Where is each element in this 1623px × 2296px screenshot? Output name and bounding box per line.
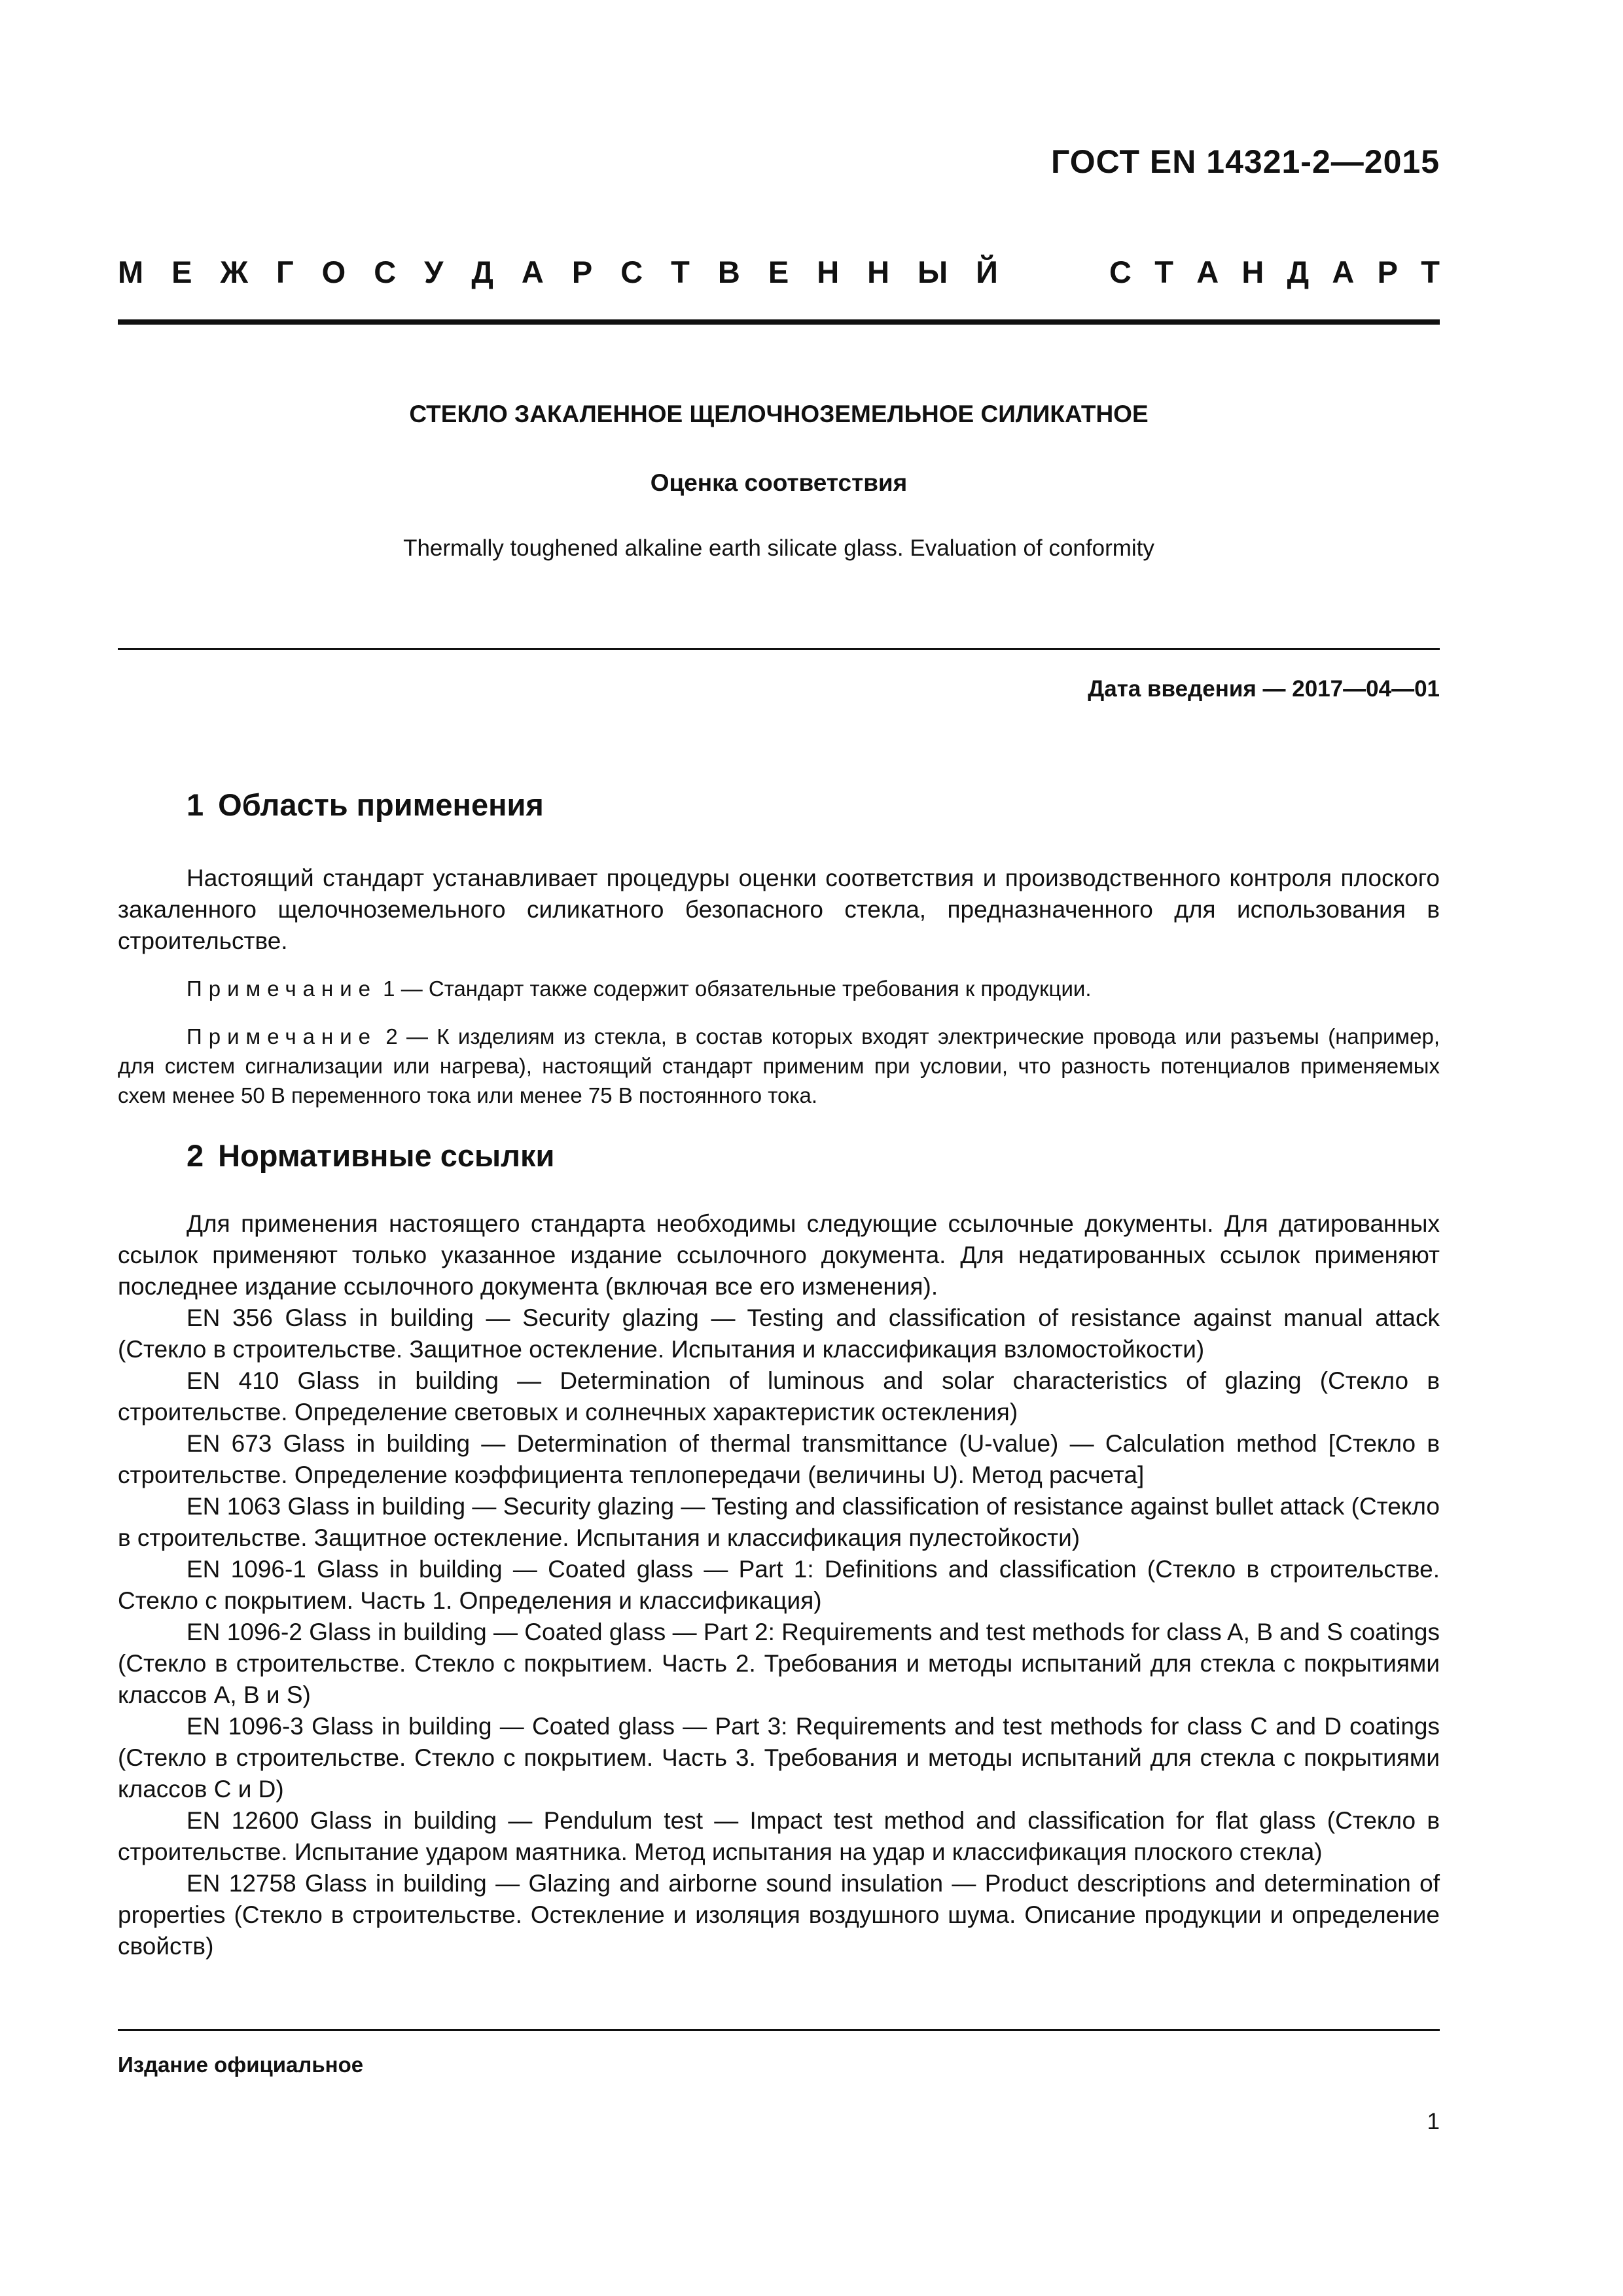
section-number: 2 — [187, 1138, 204, 1173]
section-heading-references — [118, 1136, 1440, 1175]
banner-letter: С — [620, 255, 643, 289]
standard-banner — [118, 254, 1440, 290]
reference-item: EN 673 Glass in building — Determination of thermal transmittance (U-value) — Calculation method [Стекло в строительстве. Определение коэффициента теплопередачи (величины U). Метод расчета] — [118, 1430, 1440, 1488]
banner-letter: Й — [976, 255, 998, 289]
banner-letter: Н — [1241, 255, 1264, 289]
references-list — [118, 1302, 1440, 1962]
banner-letter: А — [1332, 255, 1355, 289]
standard-code: ГОСТ EN 14321-2—2015 — [1051, 143, 1440, 180]
references-intro: Для применения настоящего стандарта необходимы следующие ссылочные документы. Для датированных ссылок применяют только указанное издание ссылочного документа. Для недатированных ссылок применяют последнее издание ссылочного документа (включая все его изменения). — [118, 1210, 1440, 1300]
banner-letter: Е — [171, 255, 192, 289]
banner-letter: С — [374, 255, 397, 289]
page-number: 1 — [1427, 2109, 1440, 2134]
banner-letter: Т — [671, 255, 690, 289]
reference-item: EN 1063 Glass in building — Security glazing — Testing and classification of resistance against bullet attack (Стекло в строительстве. Защитное остекление. Испытания и классификация пулестойкости) — [118, 1493, 1440, 1551]
note-label: Примечание — [187, 1024, 378, 1049]
document-title: СТЕКЛО ЗАКАЛЕННОЕ ЩЕЛОЧНОЗЕМЕЛЬНОЕ СИЛИКАТНОЕ — [409, 401, 1149, 427]
banner-letter: У — [424, 255, 444, 289]
banner-letter: О — [321, 255, 346, 289]
section-heading-scope — [118, 785, 1440, 825]
section-number: 1 — [187, 787, 204, 822]
note-2 — [118, 1022, 1440, 1110]
banner-word-standard — [1109, 254, 1440, 290]
reference-item: EN 1096-1 Glass in building — Coated glass — Part 1: Definitions and classification (Стекло в строительстве. Стекло с покрытием. Часть 1. Определения и классификация) — [118, 1556, 1440, 1614]
banner-letter: Д — [471, 255, 493, 289]
note-label: Примечание — [187, 977, 378, 1001]
banner-letter: М — [118, 255, 144, 289]
banner-letter: Е — [768, 255, 789, 289]
banner-letter: С — [1109, 255, 1132, 289]
banner-letter: А — [1196, 255, 1219, 289]
section-title: Нормативные ссылки — [218, 1138, 555, 1173]
header-divider — [118, 319, 1440, 325]
reference-item: EN 1096-2 Glass in building — Coated glass — Part 2: Requirements and test methods for class A, B and S coatings (Стекло в строительстве. Стекло с покрытием. Часть 2. Требования и методы испытаний для стекла с покрытиями классов A, B и S) — [118, 1619, 1440, 1708]
banner-letter: Н — [817, 255, 840, 289]
banner-letter: Г — [276, 255, 294, 289]
introduction-date: Дата введения — 2017—04—01 — [1088, 676, 1440, 702]
document-subtitle: Оценка соответствия — [650, 469, 908, 496]
banner-letter: Т — [1421, 255, 1440, 289]
banner-letter: Т — [1154, 255, 1173, 289]
banner-letter: В — [717, 255, 740, 289]
official-edition-label: Издание официальное — [118, 2053, 364, 2077]
banner-letter: Ы — [918, 255, 948, 289]
reference-item: EN 1096-3 Glass in building — Coated glass — Part 3: Requirements and test methods for class C and D coatings (Стекло в строительстве. Стекло с покрытием. Часть 3. Требования и методы испытаний для стекла с покрытиями классов C и D) — [118, 1713, 1440, 1803]
note-text: 1 — Стандарт также содержит обязательные требования к продукции. — [377, 977, 1092, 1001]
scope-paragraph: Настоящий стандарт устанавливает процедуры оценки соответствия и производственного контроля плоского закаленного щелочноземельного силикатного безопасного стекла, предназначенного для использования в строительстве. — [118, 865, 1440, 954]
banner-letter: Н — [867, 255, 890, 289]
reference-item: EN 12600 Glass in building — Pendulum test — Impact test method and classification for flat glass (Стекло в строительстве. Испытание ударом маятника. Метод испытания на удар и классификация плоского стекла) — [118, 1807, 1440, 1865]
title-divider — [118, 648, 1440, 650]
reference-item: EN 410 Glass in building — Determination of luminous and solar characteristics of glazing (Стекло в строительстве. Определение световых и солнечных характеристик остекления) — [118, 1367, 1440, 1426]
banner-letter: Р — [571, 255, 593, 289]
banner-letter: А — [521, 255, 544, 289]
document-title-english: Thermally toughened alkaline earth silicate glass. Evaluation of conformity — [403, 535, 1154, 561]
footer-divider — [118, 2029, 1440, 2031]
banner-word-interstate — [118, 254, 998, 290]
reference-item: EN 12758 Glass in building — Glazing and airborne sound insulation — Product descriptions and determination of properties (Стекло в строительстве. Остекление и изоляция воздушного шума. Описание продукции и определение свойств) — [118, 1870, 1440, 1960]
reference-item: EN 356 Glass in building — Security glazing — Testing and classification of resistance against manual attack (Стекло в строительстве. Защитное остекление. Испытания и классификация взломостойкости) — [118, 1304, 1440, 1363]
section-title: Область применения — [218, 787, 544, 822]
banner-letter: Ж — [220, 255, 248, 289]
banner-letter: Д — [1287, 255, 1310, 289]
note-text: 2 — К изделиям из стекла, в состав которых входят электрические провода или разъемы (например, для систем сигнализации или нагрева), настоящий стандарт применим при условии, что разность потенциалов применяемых схем менее 50 В переменного тока или менее 75 В постоянного тока. — [118, 1024, 1440, 1107]
banner-letter: Р — [1377, 255, 1398, 289]
document-body — [118, 785, 1440, 1962]
note-1 — [118, 974, 1440, 1003]
